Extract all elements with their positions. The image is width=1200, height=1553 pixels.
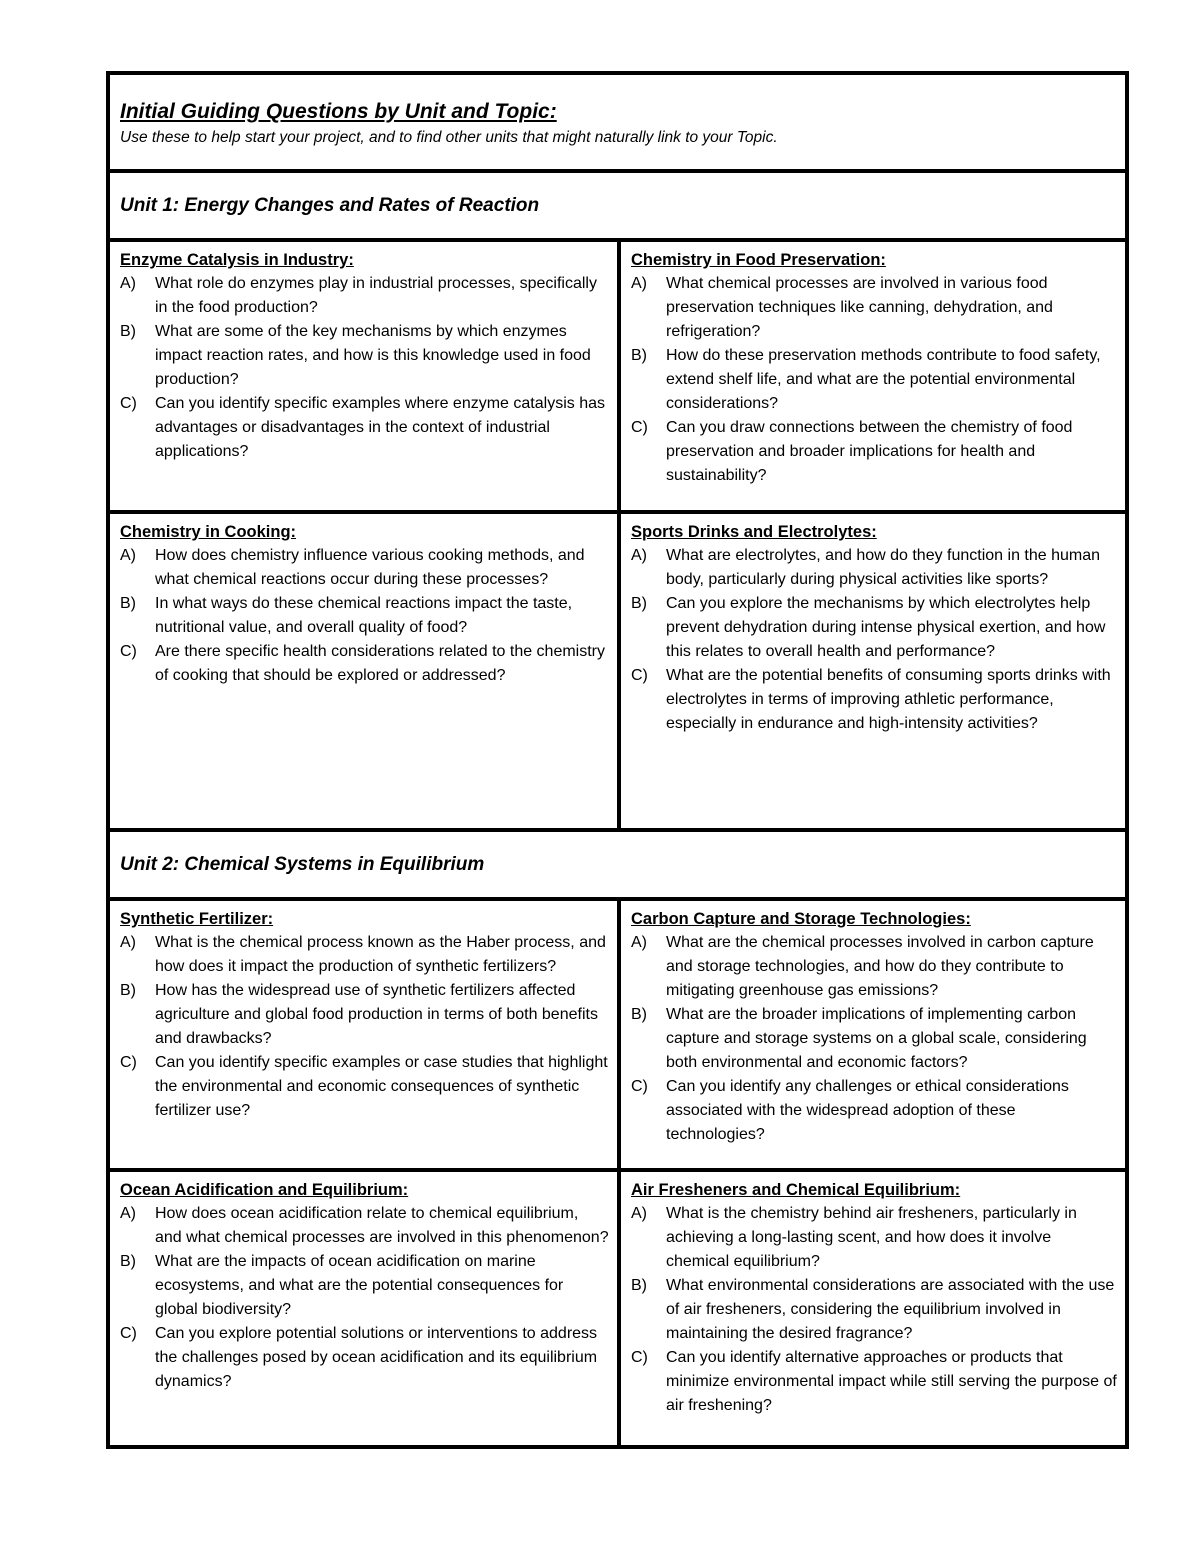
question-text: What are the chemical processes involved in carbon capture and storage technologies, and how do they contribute to mitigating greenhouse gas emissions? (666, 934, 1094, 999)
question-letter: C) (631, 1078, 648, 1095)
question-text: Can you explore potential solutions or interventions to address the challenges posed by ocean acidification and its equilibrium dynamics? (155, 1325, 598, 1390)
question-text: How has the widespread use of synthetic fertilizers affected agriculture and global food production in terms of both benefits and drawbacks? (155, 982, 598, 1047)
question-text: How does ocean acidification relate to chemical equilibrium, and what chemical processes are involved in this phenomenon? (155, 1205, 609, 1246)
topic-cell-food-preservation (621, 242, 1125, 510)
question-letter: B) (120, 323, 136, 340)
topic-cell-ocean-acidification (110, 1172, 621, 1445)
question-letter: B) (631, 595, 647, 612)
question-item (631, 1075, 1117, 1147)
question-letter: C) (120, 1054, 137, 1071)
guiding-questions-table (106, 71, 1129, 1449)
question-text: What is the chemical process known as the Haber process, and how does it impact the production of synthetic fertilizers? (155, 934, 606, 975)
question-item (120, 320, 609, 392)
question-text: Can you identify specific examples where enzyme catalysis has advantages or disadvantages in the context of industrial applications? (155, 395, 605, 460)
question-text: How do these preservation methods contribute to food safety, extend shelf life, and what are the potential environmental considerations? (666, 347, 1101, 412)
question-item (631, 544, 1117, 592)
question-letter: B) (120, 1253, 136, 1270)
question-item (120, 592, 609, 640)
page-subtitle: Use these to help start your project, and to find other units that might naturally link to your Topic. (120, 129, 778, 146)
question-text: What are the broader implications of implementing carbon capture and storage systems on a global scale, considering both environmental and economic factors? (666, 1006, 1087, 1071)
question-text: How does chemistry influence various cooking methods, and what chemical reactions occur during these processes? (155, 547, 585, 588)
question-text: What environmental considerations are associated with the use of air fresheners, considering the equilibrium involved in maintaining the desired fragrance? (666, 1277, 1115, 1342)
topic-title: Chemistry in Food Preservation: (631, 251, 886, 269)
question-letter: A) (631, 275, 647, 292)
topic-title: Ocean Acidification and Equilibrium: (120, 1181, 409, 1199)
question-letter: B) (120, 982, 136, 999)
question-item (631, 664, 1117, 736)
unit-2-header (110, 832, 1125, 901)
page-title: Initial Guiding Questions by Unit and Topic: (120, 100, 557, 123)
question-letter: B) (120, 595, 136, 612)
topic-cell-synthetic-fertilizer (110, 901, 621, 1168)
topic-row (110, 1172, 1125, 1445)
unit-title: Unit 2: Chemical Systems in Equilibrium (120, 853, 485, 875)
topic-title: Sports Drinks and Electrolytes: (631, 523, 877, 541)
question-item (631, 344, 1117, 416)
intro-row (110, 75, 1125, 173)
topic-row (110, 242, 1125, 514)
question-letter: A) (120, 547, 136, 564)
topic-title: Synthetic Fertilizer: (120, 910, 274, 928)
question-item (631, 1003, 1117, 1075)
question-text: What chemical processes are involved in various food preservation techniques like canning, dehydration, and refrigeration? (666, 275, 1053, 340)
question-letter: A) (631, 1205, 647, 1222)
question-item (120, 544, 609, 592)
topic-row (110, 514, 1125, 832)
question-letter: A) (120, 275, 136, 292)
question-text: In what ways do these chemical reactions impact the taste, nutritional value, and overall quality of food? (155, 595, 573, 636)
topic-title: Chemistry in Cooking: (120, 523, 297, 541)
question-item (120, 1322, 609, 1394)
question-letter: C) (631, 419, 648, 436)
topic-cell-carbon-capture (621, 901, 1125, 1168)
topic-cell-enzyme-catalysis (110, 242, 621, 510)
topic-cell-chemistry-cooking (110, 514, 621, 828)
question-item (120, 1202, 609, 1250)
question-letter: B) (631, 347, 647, 364)
question-letter: A) (631, 547, 647, 564)
question-letter: C) (120, 643, 137, 660)
question-letter: B) (631, 1277, 647, 1294)
question-letter: C) (631, 667, 648, 684)
topic-title: Enzyme Catalysis in Industry: (120, 251, 354, 269)
question-text: Are there specific health considerations related to the chemistry of cooking that should be explored or addressed? (155, 643, 606, 684)
unit-title: Unit 1: Energy Changes and Rates of Reaction (120, 194, 540, 216)
question-letter: A) (631, 934, 647, 951)
question-text: What are the impacts of ocean acidification on marine ecosystems, and what are the potential consequences for global biodiversity? (155, 1253, 564, 1318)
topic-row (110, 901, 1125, 1172)
topic-title: Carbon Capture and Storage Technologies: (631, 910, 971, 928)
question-text: Can you draw connections between the chemistry of food preservation and broader implications for health and sustainability? (666, 419, 1073, 484)
question-item (631, 416, 1117, 488)
question-letter: B) (631, 1006, 647, 1023)
question-item (120, 272, 609, 320)
question-text: Can you identify any challenges or ethical considerations associated with the widespread adoption of these technologies? (666, 1078, 1069, 1143)
question-text: Can you identify specific examples or case studies that highlight the environmental and economic consequences of synthetic fertilizer use? (155, 1054, 608, 1119)
question-letter: A) (120, 1205, 136, 1222)
topic-title: Air Fresheners and Chemical Equilibrium: (631, 1181, 961, 1199)
question-item (631, 1202, 1117, 1274)
question-text: What are the potential benefits of consuming sports drinks with electrolytes in terms of improving athletic performance, especially in endurance and high-intensity activities? (666, 667, 1111, 732)
question-text: What is the chemistry behind air fresheners, particularly in achieving a long-lasting scent, and how does it involve chemical equilibrium? (666, 1205, 1077, 1270)
question-item (120, 1051, 609, 1123)
question-text: What are electrolytes, and how do they function in the human body, particularly during physical activities like sports? (666, 547, 1101, 588)
question-item (120, 640, 609, 688)
question-text: Can you identify alternative approaches or products that minimize environmental impact while still serving the purpose of air freshening? (666, 1349, 1117, 1414)
question-letter: C) (120, 395, 137, 412)
unit-1-header (110, 173, 1125, 242)
question-item (631, 1346, 1117, 1418)
question-item (631, 931, 1117, 1003)
question-item (120, 979, 609, 1051)
question-text: Can you explore the mechanisms by which electrolytes help prevent dehydration during intense physical exertion, and how this relates to overall health and performance? (666, 595, 1106, 660)
question-item (120, 392, 609, 464)
question-item (631, 272, 1117, 344)
question-letter: A) (120, 934, 136, 951)
question-text: What role do enzymes play in industrial processes, specifically in the food production? (155, 275, 597, 316)
question-letter: C) (120, 1325, 137, 1342)
question-item (120, 1250, 609, 1322)
topic-cell-air-fresheners (621, 1172, 1125, 1445)
question-item (120, 931, 609, 979)
question-item (631, 1274, 1117, 1346)
question-text: What are some of the key mechanisms by which enzymes impact reaction rates, and how is this knowledge used in food production? (155, 323, 591, 388)
question-letter: C) (631, 1349, 648, 1366)
topic-cell-sports-drinks (621, 514, 1125, 828)
question-item (631, 592, 1117, 664)
